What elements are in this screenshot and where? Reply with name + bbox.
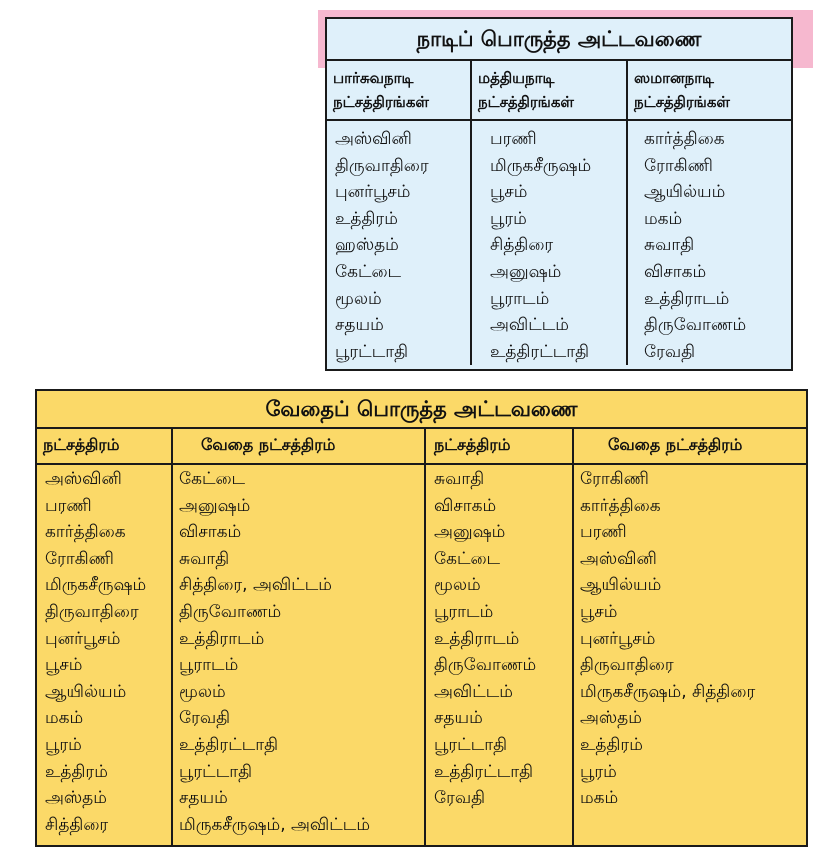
nadi-parsuva-star: திருவாதிரை xyxy=(335,155,429,176)
vedhai-match-2: ஆயில்யம் xyxy=(580,575,662,596)
nadi-parsuva-star: ஹஸ்தம் xyxy=(335,235,399,256)
vedhai-match-2: புனர்பூசம் xyxy=(580,628,656,649)
vedhai-match-1: பூராடம் xyxy=(179,655,239,676)
vedhai-match-1: உத்திரட்டாதி xyxy=(179,734,279,755)
nadi-parsuva-star: புனர்பூசம் xyxy=(335,182,411,203)
vedhai-match-2: பரணி xyxy=(580,522,627,543)
vedhai-match-1: சித்திரை, அவிட்டம் xyxy=(179,575,332,596)
vedhai-star-1: ஆயில்யம் xyxy=(45,681,127,702)
vedhai-match-2: மகம் xyxy=(580,788,619,809)
vedhai-star-2: ரேவதி xyxy=(434,788,486,809)
nadi-parsuva-star: பூரட்டாதி xyxy=(335,341,409,362)
vedhai-table-body xyxy=(37,465,806,847)
nadi-madhya-star: அனுஷம் xyxy=(490,261,562,282)
vedhai-match-1: கேட்டை xyxy=(179,469,246,489)
nadi-header-samana xyxy=(628,61,791,119)
vedhai-match-2: பூரம் xyxy=(580,761,617,782)
vedhai-star-1: பூசம் xyxy=(45,655,83,676)
vedhai-star-2: சதயம் xyxy=(434,708,483,729)
vedhai-column-star-1 xyxy=(37,465,173,847)
vedhai-star-2: உத்திராடம் xyxy=(434,628,520,649)
vedhai-match-2: உத்திரம் xyxy=(580,734,643,755)
vedhai-match-1: திருவோணம் xyxy=(179,601,282,622)
vedhai-match-1: விசாகம் xyxy=(179,522,242,543)
nadi-header-parsuva-line2: நட்சத்திரங்கள் xyxy=(333,93,429,111)
nadi-column-madhya xyxy=(472,121,628,365)
nadi-samana-star: கார்த்திகை xyxy=(644,129,725,149)
nadi-samana-star: ரேவதி xyxy=(644,341,696,362)
nadi-parsuva-star: மூலம் xyxy=(335,288,382,309)
nadi-parsuva-star: அஸ்வினி xyxy=(335,129,412,149)
vedhai-match-1: உத்திராடம் xyxy=(179,628,265,649)
nadi-samana-star: திருவோணம் xyxy=(644,315,747,336)
vedhai-header-star-1: நட்சத்திரம் xyxy=(37,429,173,463)
vedhai-star-2: சுவாதி xyxy=(434,469,485,489)
nadi-porutham-table xyxy=(325,17,793,371)
vedhai-match-1: பூரட்டாதி xyxy=(179,761,253,782)
nadi-madhya-star: உத்திரட்டாதி xyxy=(490,341,590,362)
vedhai-star-1: கார்த்திகை xyxy=(45,522,126,543)
vedhai-star-1: அஸ்தம் xyxy=(45,788,107,809)
nadi-madhya-star: அவிட்டம் xyxy=(490,315,569,336)
vedhai-match-1: அனுஷம் xyxy=(179,495,251,516)
vedhai-match-1: ரேவதி xyxy=(179,708,231,729)
nadi-table-title: நாடிப் பொருத்த அட்டவணை xyxy=(327,19,791,61)
nadi-header-samana-line2: நட்சத்திரங்கள் xyxy=(634,93,730,111)
vedhai-star-2: பூராடம் xyxy=(434,601,494,622)
vedhai-star-1: மிருகசீருஷம் xyxy=(45,575,147,596)
vedhai-star-1: மகம் xyxy=(45,708,84,729)
vedhai-star-2: திருவோணம் xyxy=(434,655,537,676)
vedhai-header-vedhai-star-2: வேதை நட்சத்திரம் xyxy=(608,435,743,454)
nadi-header-madhya-line2: நட்சத்திரங்கள் xyxy=(478,93,574,111)
nadi-parsuva-star: உத்திரம் xyxy=(335,208,398,229)
nadi-table-body xyxy=(327,121,791,365)
nadi-madhya-star: மிருகசீருஷம் xyxy=(490,155,592,176)
nadi-madhya-star: பூராடம் xyxy=(490,288,550,309)
vedhai-star-2: உத்திரட்டாதி xyxy=(434,761,534,782)
nadi-madhya-star: பரணி xyxy=(490,129,537,149)
nadi-parsuva-star: சதயம் xyxy=(335,315,384,336)
vedhai-header-vedhai-star-1: வேதை நட்சத்திரம் xyxy=(173,429,426,463)
nadi-column-samana xyxy=(628,121,791,365)
vedhai-star-2: கேட்டை xyxy=(434,548,501,569)
nadi-samana-star: உத்திராடம் xyxy=(644,288,730,309)
vedhai-match-2: மிருகசீருஷம், சித்திரை xyxy=(580,681,756,702)
vedhai-star-2: அவிட்டம் xyxy=(434,681,513,702)
vedhai-star-1: பூரம் xyxy=(45,734,82,755)
nadi-parsuva-star: கேட்டை xyxy=(335,261,402,282)
vedhai-table-header-row xyxy=(37,429,806,465)
vedhai-star-2: மூலம் xyxy=(434,575,481,596)
vedhai-table-title: வேதைப் பொருத்த அட்டவணை xyxy=(37,391,806,429)
nadi-madhya-star: சித்திரை xyxy=(490,235,554,256)
vedhai-star-2: அனுஷம் xyxy=(434,522,506,543)
nadi-column-parsuva xyxy=(327,121,472,365)
vedhai-porutham-table xyxy=(35,389,808,847)
vedhai-column-vedhai-2 xyxy=(574,465,806,847)
nadi-header-parsuva-line1: பார்சுவநாடி xyxy=(333,69,414,87)
vedhai-star-2: விசாகம் xyxy=(434,495,497,516)
vedhai-match-1: சதயம் xyxy=(179,788,228,809)
nadi-header-madhya xyxy=(472,61,628,119)
vedhai-match-2: ரோகிணி xyxy=(580,469,649,489)
vedhai-match-1: சுவாதி xyxy=(179,548,230,569)
vedhai-match-1: மூலம் xyxy=(179,681,226,702)
vedhai-star-1: திருவாதிரை xyxy=(45,601,139,622)
vedhai-column-star-2 xyxy=(426,465,574,847)
nadi-samana-star: ஆயில்யம் xyxy=(644,182,726,203)
vedhai-column-vedhai-1 xyxy=(173,465,426,847)
nadi-header-madhya-line1: மத்தியநாடி xyxy=(478,69,555,87)
nadi-samana-star: சுவாதி xyxy=(644,235,695,256)
nadi-samana-star: ரோகிணி xyxy=(644,155,713,176)
nadi-table-header-row xyxy=(327,61,791,121)
nadi-samana-star: மகம் xyxy=(644,208,683,229)
nadi-madhya-star: பூரம் xyxy=(490,208,527,229)
vedhai-star-1: அஸ்வினி xyxy=(45,469,122,489)
vedhai-star-1: பரணி xyxy=(45,495,92,516)
nadi-samana-star: விசாகம் xyxy=(644,261,707,282)
vedhai-match-2: திருவாதிரை xyxy=(580,655,674,676)
vedhai-match-1: மிருகசீருஷம், அவிட்டம் xyxy=(179,814,371,835)
vedhai-header-star-2: நட்சத்திரம் xyxy=(426,429,574,463)
vedhai-star-1: உத்திரம் xyxy=(45,761,108,782)
vedhai-match-2: அஸ்வினி xyxy=(580,548,657,569)
nadi-madhya-star: பூசம் xyxy=(490,182,528,203)
vedhai-match-2: அஸ்தம் xyxy=(580,708,642,729)
vedhai-match-2: பூசம் xyxy=(580,601,618,622)
vedhai-star-1: புனர்பூசம் xyxy=(45,628,121,649)
vedhai-star-1: ரோகிணி xyxy=(45,548,114,569)
vedhai-star-1: சித்திரை xyxy=(45,814,109,835)
vedhai-star-2: பூரட்டாதி xyxy=(434,734,508,755)
nadi-header-samana-line1: ஸமானநாடி xyxy=(634,69,714,87)
vedhai-match-2: கார்த்திகை xyxy=(580,495,661,516)
nadi-header-parsuva xyxy=(327,61,472,119)
